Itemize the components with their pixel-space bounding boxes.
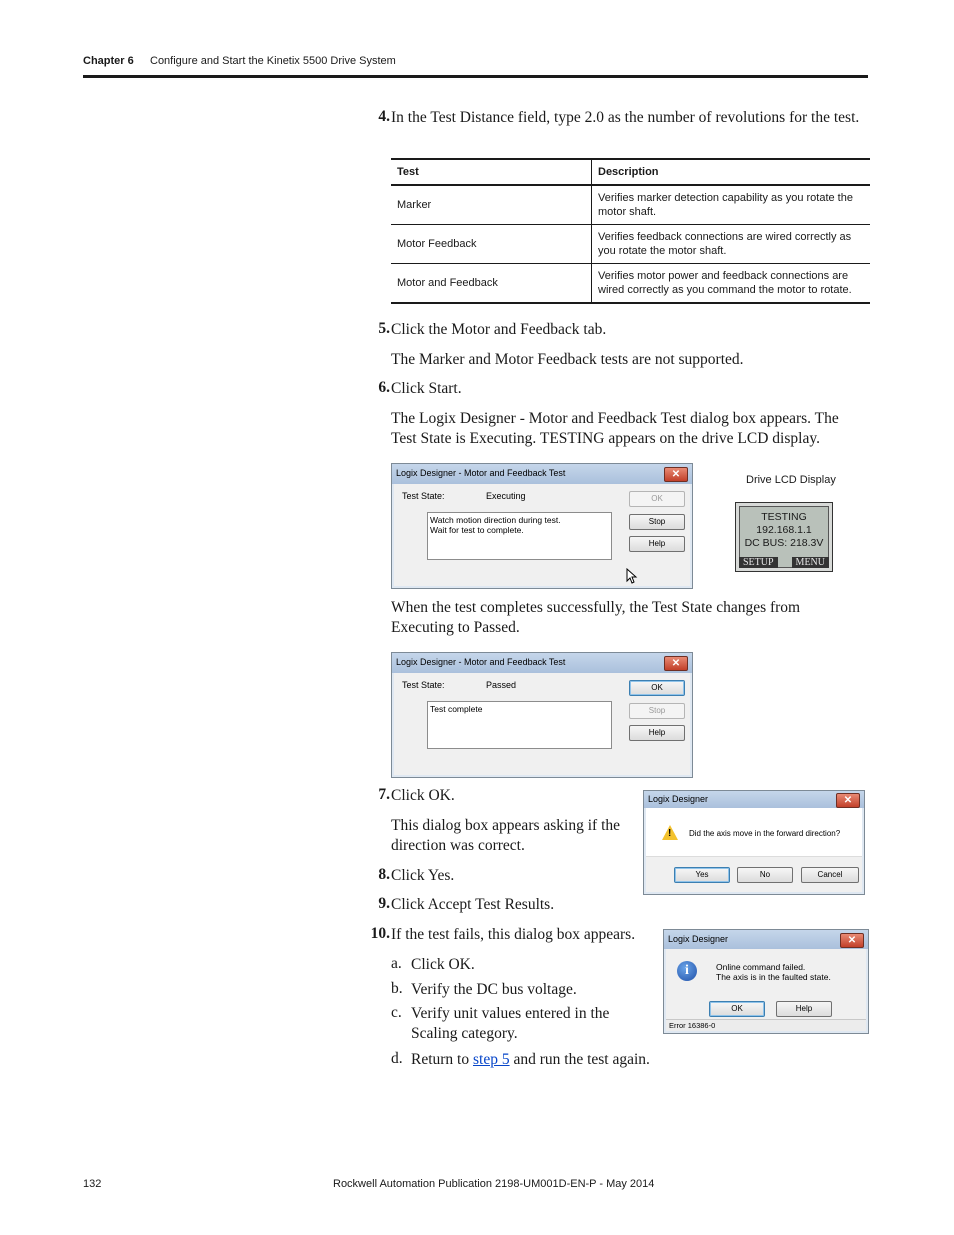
test-complete-text: When the test completes successfully, the Test State changes from Executing to Passed. — [391, 599, 801, 636]
dialog-title-bar — [664, 930, 868, 949]
step-8-text: Click Yes. — [391, 867, 455, 884]
step-7-note: This dialog box appears asking if the direction was correct. — [391, 817, 621, 854]
step-9-text: Click Accept Test Results. — [391, 896, 555, 913]
substep-b-letter: b. — [391, 980, 403, 997]
ok-button[interactable]: OK — [629, 680, 685, 696]
test-state-label: Test State: — [402, 680, 445, 690]
lcd-menu-key: MENU — [792, 557, 829, 568]
step-10-text: If the test fails, this dialog box appears. — [391, 926, 636, 943]
lcd-softkeys — [739, 557, 829, 568]
lcd-line-2: 192.168.1.1 — [756, 524, 812, 536]
motor-feedback-test-dialog-passed — [391, 652, 693, 778]
substep-b-text: Verify the DC bus voltage. — [411, 981, 577, 998]
step-5-note: The Marker and Motor Feedback tests are not supported. — [391, 351, 744, 368]
dialog-title: Logix Designer — [668, 934, 729, 944]
step-6-text: Click Start. — [391, 380, 462, 397]
lcd-line-1: TESTING — [761, 511, 807, 523]
stop-button[interactable]: Stop — [629, 703, 685, 719]
publication-info: Rockwell Automation Publication 2198-UM001D-EN-P - May 2014 — [333, 1178, 655, 1190]
table-cell: Marker — [391, 185, 592, 225]
dialog-body — [394, 673, 690, 775]
help-button[interactable]: Help — [776, 1001, 832, 1017]
table-cell: Verifies marker detection capability as you rotate the motor shaft. — [592, 185, 871, 225]
table-cell: Verifies feedback connections are wired correctly as you rotate the motor shaft. — [592, 225, 871, 264]
test-state-value: Passed — [486, 680, 517, 690]
dialog-button-bar — [646, 856, 862, 892]
substep-c-text: Verify unit values entered in the Scaling category. — [411, 1005, 610, 1042]
drive-lcd-display — [735, 502, 833, 572]
table-row — [391, 225, 870, 264]
table-header-row — [391, 159, 870, 185]
step-4-number: 4. — [378, 108, 390, 125]
close-icon[interactable]: ✕ — [840, 933, 864, 948]
table-cell: Verifies motor power and feedback connections are wired correctly as you command the motor to rotate. — [592, 264, 871, 304]
close-icon[interactable]: ✕ — [664, 467, 688, 482]
close-icon[interactable]: ✕ — [664, 656, 688, 671]
table-header-test: Test — [391, 159, 592, 185]
step-7-number: 7. — [378, 786, 390, 803]
motor-feedback-test-dialog-executing — [391, 463, 693, 589]
mouse-cursor-icon — [626, 568, 638, 584]
info-icon: i — [677, 961, 697, 981]
step-5-link[interactable]: step 5 — [473, 1051, 510, 1068]
dialog-title: Logix Designer — [648, 794, 709, 804]
substep-a-text: Click OK. — [411, 956, 475, 973]
substep-d-letter: d. — [391, 1050, 403, 1067]
step-7-text: Click OK. — [391, 787, 455, 804]
dialog-title-bar — [644, 791, 864, 808]
page-number: 132 — [83, 1178, 102, 1190]
substep-c-letter: c. — [391, 1004, 402, 1021]
online-command-failed-dialog — [663, 929, 869, 1034]
chapter-title: Configure and Start the Kinetix 5500 Drive System — [150, 55, 396, 67]
substep-d-post: and run the test again. — [509, 1051, 650, 1068]
error-code: Error 16386-0 — [669, 1021, 716, 1030]
test-table — [391, 158, 870, 304]
table-row — [391, 185, 870, 225]
stop-button[interactable]: Stop — [629, 514, 685, 530]
status-bar — [666, 1019, 866, 1031]
lcd-setup-key: SETUP — [739, 557, 778, 568]
dialog-title: Logix Designer - Motor and Feedback Test — [396, 468, 566, 478]
dialog-title: Logix Designer - Motor and Feedback Test — [396, 657, 566, 667]
step-10-number: 10. — [370, 925, 390, 942]
help-button[interactable]: Help — [629, 725, 685, 741]
step-6-note: The Logix Designer - Motor and Feedback Test dialog box appears. The Test State is Executing. TESTING appears on the drive LCD display. — [391, 410, 839, 447]
ok-button[interactable]: OK — [629, 491, 685, 507]
test-message-box: Test complete — [427, 701, 612, 749]
page-header — [83, 53, 868, 78]
step-5-number: 5. — [378, 320, 390, 337]
table-cell: Motor and Feedback — [391, 264, 592, 304]
table-cell: Motor Feedback — [391, 225, 592, 264]
step-5-text: Click the Motor and Feedback tab. — [391, 321, 607, 338]
dialog-message: Online command failed. The axis is in the faulted state. — [716, 962, 831, 982]
step-4-text: In the Test Distance field, type 2.0 as the number of revolutions for the test. — [391, 109, 860, 126]
dialog-body — [666, 949, 866, 1031]
table-row — [391, 264, 870, 304]
dialog-title-bar — [392, 464, 692, 484]
lcd-caption: Drive LCD Display — [746, 474, 836, 486]
substep-a-letter: a. — [391, 955, 402, 972]
no-button[interactable]: No — [737, 867, 793, 883]
test-state-value: Executing — [486, 491, 526, 501]
direction-question-dialog — [643, 790, 865, 895]
help-button[interactable]: Help — [629, 536, 685, 552]
dialog-title-bar — [392, 653, 692, 673]
chapter-label: Chapter 6 — [83, 55, 134, 67]
cancel-button[interactable]: Cancel — [801, 867, 859, 883]
step-9-number: 9. — [378, 895, 390, 912]
step-8-number: 8. — [378, 866, 390, 883]
ok-button[interactable]: OK — [709, 1001, 765, 1017]
dialog-message: Did the axis move in the forward direction? — [689, 829, 841, 838]
step-6-number: 6. — [378, 379, 390, 396]
dialog-body — [646, 808, 862, 892]
test-message-box: Watch motion direction during test. Wait for test to complete. — [427, 512, 612, 560]
test-state-label: Test State: — [402, 491, 445, 501]
substep-d-pre: Return to — [411, 1051, 473, 1068]
dialog-body — [394, 484, 690, 586]
lcd-line-3: DC BUS: 218.3V — [744, 537, 824, 549]
close-icon[interactable]: ✕ — [836, 793, 860, 808]
warning-icon — [662, 825, 678, 840]
substep-d-text — [411, 1050, 711, 1070]
yes-button[interactable]: Yes — [674, 867, 730, 883]
table-header-description: Description — [592, 159, 871, 185]
